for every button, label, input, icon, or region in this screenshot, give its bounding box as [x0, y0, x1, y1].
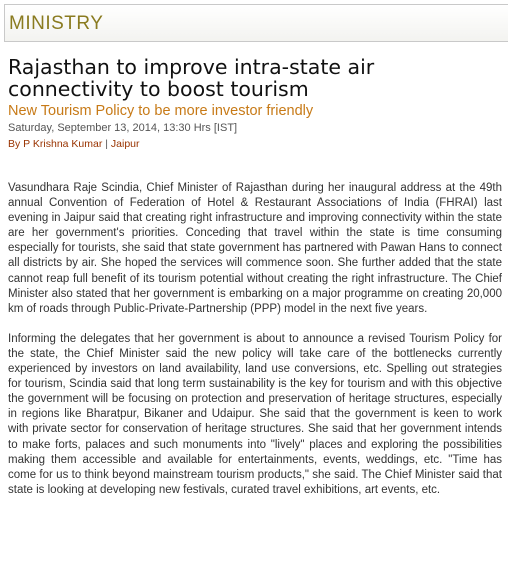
- article-paragraph-1: Vasundhara Raje Scindia, Chief Minister of Rajasthan during her inaugural address at the 49th annual Convention of Federation of Hotel & Restaurant Associations of India (FHRAI) last evening in Jaipur said that creating right infrastructure and improving connectivity within the state are her government's priorities. Conceding that travel within the state is time consuming especially for tourists, she said that state government has partnered with Pawan Hans to connect all districts by air. She hoped the services will commence soon. She further added that the state cannot reap full benefit of its tourism potential without creating the right infrastructure. The Chief Minister also stated that her government is embarking on a major programme on creating 20,000 km of roads through Public-Private-Partnership (PPP) model in the next five years.: [8, 182, 502, 315]
- byline-separator: |: [102, 138, 111, 150]
- article-paragraph-2: Informing the delegates that her government is about to announce a revised Tourism Policy for the state, the Chief Minister said the new policy will take care of the bottlenecks currently experienced by investors on land availability, land use conversions, etc. Spelling out strategies for tourism, Scindia said that long term sustainability is the key for tourism and with this objective the government will be focusing on protection and preservation of heritage structures, especially in regions like Bharatpur, Bikaner and Udaipur. She said that the government is keen to work with private sector for conservation of heritage structures. She said that her government intends to make forts, palaces and such monuments into "lively" places and exploring the possibilities making them accessible and available for entertainments, events, weddings, etc. "Time has come for us to think beyond mainstream tourism products," she said. The Chief Minister said that state is looking at developing new festivals, curated travel exhibitions, art events, etc.: [8, 332, 502, 496]
- byline-author[interactable]: By P Krishna Kumar: [8, 138, 103, 150]
- section-header: [4, 4, 508, 42]
- article-subheadline: New Tourism Policy to be more investor friendly: [8, 103, 314, 119]
- section-title: MINISTRY: [9, 13, 104, 34]
- byline-location: Jaipur: [110, 138, 140, 150]
- article-body: [8, 181, 502, 513]
- article-headline: Rajasthan to improve intra-state air connectivity to boost tourism: [8, 55, 375, 101]
- article-byline: [8, 138, 140, 150]
- article-dateline: Saturday, September 13, 2014, 13:30 Hrs [IST]: [8, 122, 238, 134]
